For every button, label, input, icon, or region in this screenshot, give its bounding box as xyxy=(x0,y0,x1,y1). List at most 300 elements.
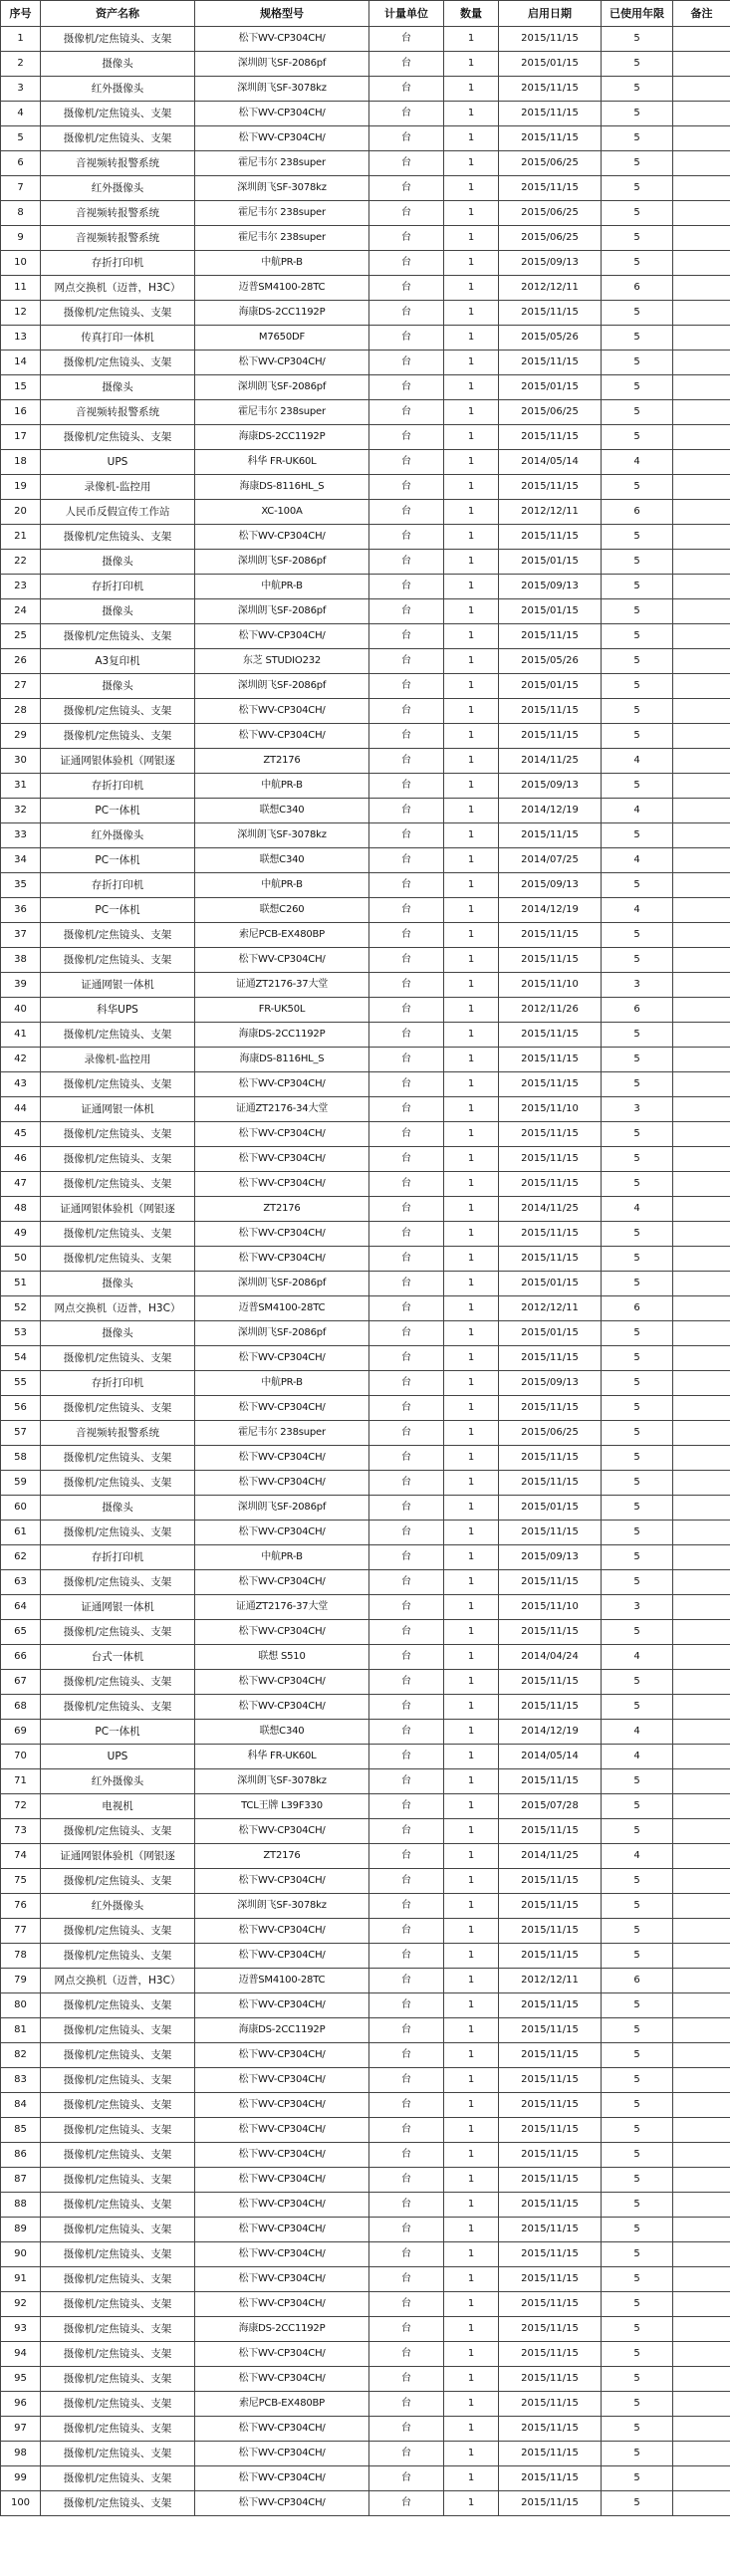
table-row xyxy=(1,973,730,998)
cell-qty: 1 xyxy=(444,301,499,326)
cell-years-used: 5 xyxy=(602,1570,673,1595)
cell-start-date: 2012/11/26 xyxy=(499,998,602,1023)
table-row xyxy=(1,1496,730,1521)
cell-qty: 1 xyxy=(444,2292,499,2317)
header-start-date: 启用日期 xyxy=(499,1,602,27)
cell-asset-name: 摄像机/定焦镜头、支架 xyxy=(41,724,195,749)
cell-unit: 台 xyxy=(369,2043,444,2068)
cell-remarks xyxy=(673,500,730,525)
cell-seq: 55 xyxy=(1,1371,41,1396)
cell-qty: 1 xyxy=(444,2068,499,2093)
cell-unit: 台 xyxy=(369,724,444,749)
cell-seq: 97 xyxy=(1,2417,41,2442)
cell-start-date: 2015/06/25 xyxy=(499,151,602,176)
cell-remarks xyxy=(673,525,730,550)
cell-model: 松下WV-CP304CH/ xyxy=(195,2442,369,2466)
cell-model: 松下WV-CP304CH/ xyxy=(195,1072,369,1097)
cell-asset-name: 传真打印一体机 xyxy=(41,326,195,351)
cell-model: 海康DS-2CC1192P xyxy=(195,2018,369,2043)
table-row xyxy=(1,2043,730,2068)
cell-model: 松下WV-CP304CH/ xyxy=(195,126,369,151)
cell-model: 中航PR-B xyxy=(195,1371,369,1396)
cell-remarks xyxy=(673,2267,730,2292)
cell-seq: 70 xyxy=(1,1745,41,1769)
table-row xyxy=(1,1819,730,1844)
cell-qty: 1 xyxy=(444,1023,499,1048)
cell-remarks xyxy=(673,1869,730,1894)
cell-asset-name: 摄像机/定焦镜头、支架 xyxy=(41,2342,195,2367)
table-row xyxy=(1,176,730,201)
cell-years-used: 5 xyxy=(602,2367,673,2392)
cell-qty: 1 xyxy=(444,1869,499,1894)
cell-qty: 1 xyxy=(444,1944,499,1969)
cell-start-date: 2015/01/15 xyxy=(499,375,602,400)
cell-unit: 台 xyxy=(369,1944,444,1969)
cell-asset-name: 摄像机/定焦镜头、支架 xyxy=(41,2143,195,2168)
table-row xyxy=(1,1894,730,1919)
cell-seq: 93 xyxy=(1,2317,41,2342)
cell-model: 霍尼韦尔 238super xyxy=(195,226,369,251)
cell-seq: 9 xyxy=(1,226,41,251)
cell-years-used: 5 xyxy=(602,226,673,251)
cell-seq: 47 xyxy=(1,1172,41,1197)
cell-unit: 台 xyxy=(369,226,444,251)
table-row xyxy=(1,1296,730,1321)
cell-remarks xyxy=(673,1844,730,1869)
cell-seq: 66 xyxy=(1,1645,41,1670)
cell-years-used: 5 xyxy=(602,400,673,425)
cell-asset-name: 摄像机/定焦镜头、支架 xyxy=(41,948,195,973)
cell-model: 深圳朗飞SF-2086pf xyxy=(195,375,369,400)
cell-unit: 台 xyxy=(369,873,444,898)
cell-asset-name: A3复印机 xyxy=(41,649,195,674)
cell-qty: 1 xyxy=(444,1346,499,1371)
cell-years-used: 6 xyxy=(602,998,673,1023)
cell-years-used: 5 xyxy=(602,1545,673,1570)
cell-start-date: 2015/11/15 xyxy=(499,2342,602,2367)
table-row xyxy=(1,1147,730,1172)
cell-start-date: 2015/11/15 xyxy=(499,1993,602,2018)
cell-asset-name: 摄像机/定焦镜头、支架 xyxy=(41,1172,195,1197)
cell-qty: 1 xyxy=(444,550,499,575)
cell-qty: 1 xyxy=(444,1844,499,1869)
cell-seq: 78 xyxy=(1,1944,41,1969)
cell-model: 松下WV-CP304CH/ xyxy=(195,1869,369,1894)
cell-remarks xyxy=(673,1097,730,1122)
cell-model: 深圳朗飞SF-3078kz xyxy=(195,1894,369,1919)
cell-years-used: 5 xyxy=(602,2442,673,2466)
cell-remarks xyxy=(673,1197,730,1222)
table-row xyxy=(1,674,730,699)
cell-years-used: 5 xyxy=(602,2392,673,2417)
cell-start-date: 2015/01/15 xyxy=(499,599,602,624)
table-row xyxy=(1,1122,730,1147)
cell-qty: 1 xyxy=(444,351,499,375)
cell-qty: 1 xyxy=(444,2168,499,2193)
cell-start-date: 2015/11/15 xyxy=(499,1247,602,1272)
cell-qty: 1 xyxy=(444,2193,499,2218)
table-row xyxy=(1,1869,730,1894)
cell-years-used: 5 xyxy=(602,674,673,699)
cell-model: M7650DF xyxy=(195,326,369,351)
cell-seq: 26 xyxy=(1,649,41,674)
cell-qty: 1 xyxy=(444,948,499,973)
cell-qty: 1 xyxy=(444,1620,499,1645)
cell-seq: 4 xyxy=(1,102,41,126)
cell-remarks xyxy=(673,2466,730,2491)
cell-years-used: 5 xyxy=(602,2068,673,2093)
cell-unit: 台 xyxy=(369,749,444,774)
cell-years-used: 5 xyxy=(602,1023,673,1048)
cell-start-date: 2014/12/19 xyxy=(499,799,602,823)
table-row xyxy=(1,226,730,251)
cell-model: 松下WV-CP304CH/ xyxy=(195,1147,369,1172)
cell-unit: 台 xyxy=(369,1969,444,1993)
cell-remarks xyxy=(673,226,730,251)
cell-start-date: 2015/11/15 xyxy=(499,1869,602,1894)
cell-model: 海康DS-8116HL_S xyxy=(195,1048,369,1072)
cell-remarks xyxy=(673,2417,730,2442)
cell-unit: 台 xyxy=(369,1222,444,1247)
cell-asset-name: 摄像机/定焦镜头、支架 xyxy=(41,2093,195,2118)
cell-model: 松下WV-CP304CH/ xyxy=(195,724,369,749)
cell-years-used: 6 xyxy=(602,1969,673,1993)
cell-asset-name: 摄像机/定焦镜头、支架 xyxy=(41,2392,195,2417)
cell-years-used: 5 xyxy=(602,1819,673,1844)
cell-years-used: 5 xyxy=(602,1993,673,2018)
cell-unit: 台 xyxy=(369,2193,444,2218)
cell-remarks xyxy=(673,1172,730,1197)
cell-start-date: 2015/11/15 xyxy=(499,1695,602,1720)
cell-qty: 1 xyxy=(444,52,499,77)
cell-remarks xyxy=(673,823,730,848)
table-row xyxy=(1,1247,730,1272)
cell-start-date: 2015/11/15 xyxy=(499,1570,602,1595)
cell-qty: 1 xyxy=(444,151,499,176)
cell-qty: 1 xyxy=(444,1247,499,1272)
cell-start-date: 2014/11/25 xyxy=(499,1197,602,1222)
cell-remarks xyxy=(673,1496,730,1521)
cell-asset-name: 摄像机/定焦镜头、支架 xyxy=(41,126,195,151)
cell-years-used: 5 xyxy=(602,1147,673,1172)
cell-unit: 台 xyxy=(369,1570,444,1595)
cell-seq: 27 xyxy=(1,674,41,699)
cell-seq: 85 xyxy=(1,2118,41,2143)
cell-years-used: 5 xyxy=(602,1222,673,1247)
cell-years-used: 5 xyxy=(602,1396,673,1421)
table-row xyxy=(1,326,730,351)
cell-model: 松下WV-CP304CH/ xyxy=(195,2093,369,2118)
cell-unit: 台 xyxy=(369,176,444,201)
cell-seq: 31 xyxy=(1,774,41,799)
cell-model: 中航PR-B xyxy=(195,1545,369,1570)
cell-qty: 1 xyxy=(444,1097,499,1122)
table-row xyxy=(1,2292,730,2317)
cell-seq: 48 xyxy=(1,1197,41,1222)
cell-model: 松下WV-CP304CH/ xyxy=(195,1247,369,1272)
cell-model: 松下WV-CP304CH/ xyxy=(195,2118,369,2143)
table-row xyxy=(1,1993,730,2018)
cell-seq: 79 xyxy=(1,1969,41,1993)
table-row xyxy=(1,749,730,774)
cell-asset-name: 摄像机/定焦镜头、支架 xyxy=(41,624,195,649)
table-row xyxy=(1,1595,730,1620)
cell-start-date: 2015/11/15 xyxy=(499,923,602,948)
cell-remarks xyxy=(673,2218,730,2242)
cell-model: 松下WV-CP304CH/ xyxy=(195,351,369,375)
table-row xyxy=(1,1446,730,1471)
cell-remarks xyxy=(673,774,730,799)
cell-start-date: 2015/11/15 xyxy=(499,102,602,126)
cell-start-date: 2015/11/15 xyxy=(499,1222,602,1247)
cell-start-date: 2015/11/15 xyxy=(499,2118,602,2143)
cell-qty: 1 xyxy=(444,2267,499,2292)
cell-remarks xyxy=(673,375,730,400)
cell-years-used: 5 xyxy=(602,1769,673,1794)
cell-remarks xyxy=(673,998,730,1023)
cell-unit: 台 xyxy=(369,425,444,450)
cell-unit: 台 xyxy=(369,375,444,400)
cell-asset-name: 证通网银一体机 xyxy=(41,1097,195,1122)
cell-seq: 43 xyxy=(1,1072,41,1097)
cell-unit: 台 xyxy=(369,2491,444,2516)
table-row xyxy=(1,1620,730,1645)
table-row xyxy=(1,77,730,102)
cell-unit: 台 xyxy=(369,351,444,375)
table-row xyxy=(1,2242,730,2267)
cell-qty: 1 xyxy=(444,2143,499,2168)
cell-model: 松下WV-CP304CH/ xyxy=(195,525,369,550)
cell-unit: 台 xyxy=(369,1919,444,1944)
cell-qty: 1 xyxy=(444,1172,499,1197)
cell-seq: 87 xyxy=(1,2168,41,2193)
cell-unit: 台 xyxy=(369,699,444,724)
cell-remarks xyxy=(673,2292,730,2317)
cell-unit: 台 xyxy=(369,2466,444,2491)
cell-unit: 台 xyxy=(369,1496,444,1521)
cell-asset-name: 红外摄像头 xyxy=(41,1894,195,1919)
cell-qty: 1 xyxy=(444,2367,499,2392)
cell-remarks xyxy=(673,873,730,898)
table-row xyxy=(1,2491,730,2516)
cell-asset-name: 摄像机/定焦镜头、支架 xyxy=(41,1944,195,1969)
cell-start-date: 2015/11/15 xyxy=(499,425,602,450)
cell-qty: 1 xyxy=(444,973,499,998)
cell-seq: 71 xyxy=(1,1769,41,1794)
cell-model: 中航PR-B xyxy=(195,251,369,276)
cell-seq: 40 xyxy=(1,998,41,1023)
cell-start-date: 2015/09/13 xyxy=(499,774,602,799)
cell-seq: 69 xyxy=(1,1720,41,1745)
cell-asset-name: 摄像机/定焦镜头、支架 xyxy=(41,1023,195,1048)
cell-remarks xyxy=(673,126,730,151)
cell-asset-name: 摄像机/定焦镜头、支架 xyxy=(41,2118,195,2143)
cell-remarks xyxy=(673,1993,730,2018)
cell-unit: 台 xyxy=(369,301,444,326)
cell-seq: 95 xyxy=(1,2367,41,2392)
cell-qty: 1 xyxy=(444,1197,499,1222)
cell-remarks xyxy=(673,649,730,674)
cell-asset-name: 摄像机/定焦镜头、支架 xyxy=(41,1869,195,1894)
cell-seq: 2 xyxy=(1,52,41,77)
cell-asset-name: 摄像机/定焦镜头、支架 xyxy=(41,351,195,375)
table-row xyxy=(1,276,730,301)
cell-qty: 1 xyxy=(444,2242,499,2267)
cell-remarks xyxy=(673,351,730,375)
cell-seq: 35 xyxy=(1,873,41,898)
cell-years-used: 5 xyxy=(602,1919,673,1944)
cell-seq: 1 xyxy=(1,27,41,52)
cell-years-used: 5 xyxy=(602,2018,673,2043)
cell-remarks xyxy=(673,52,730,77)
cell-start-date: 2014/05/14 xyxy=(499,450,602,475)
cell-model: 海康DS-2CC1192P xyxy=(195,2317,369,2342)
cell-seq: 33 xyxy=(1,823,41,848)
cell-asset-name: 证通网银体验机（网银逐 xyxy=(41,1844,195,1869)
cell-unit: 台 xyxy=(369,2267,444,2292)
header-row xyxy=(1,1,730,27)
cell-unit: 台 xyxy=(369,1172,444,1197)
cell-years-used: 5 xyxy=(602,550,673,575)
cell-qty: 1 xyxy=(444,799,499,823)
cell-remarks xyxy=(673,2242,730,2267)
cell-unit: 台 xyxy=(369,599,444,624)
cell-years-used: 5 xyxy=(602,2267,673,2292)
cell-asset-name: 摄像机/定焦镜头、支架 xyxy=(41,27,195,52)
cell-unit: 台 xyxy=(369,2392,444,2417)
cell-start-date: 2015/11/15 xyxy=(499,1769,602,1794)
cell-seq: 34 xyxy=(1,848,41,873)
cell-seq: 42 xyxy=(1,1048,41,1072)
cell-seq: 72 xyxy=(1,1794,41,1819)
table-row xyxy=(1,774,730,799)
cell-unit: 台 xyxy=(369,898,444,923)
table-row xyxy=(1,1222,730,1247)
cell-unit: 台 xyxy=(369,2218,444,2242)
cell-asset-name: 红外摄像头 xyxy=(41,176,195,201)
cell-remarks xyxy=(673,2143,730,2168)
cell-remarks xyxy=(673,1072,730,1097)
cell-qty: 1 xyxy=(444,500,499,525)
cell-remarks xyxy=(673,2043,730,2068)
cell-unit: 台 xyxy=(369,848,444,873)
cell-qty: 1 xyxy=(444,226,499,251)
cell-start-date: 2015/11/15 xyxy=(499,1670,602,1695)
cell-years-used: 4 xyxy=(602,799,673,823)
cell-years-used: 5 xyxy=(602,2093,673,2118)
cell-start-date: 2014/05/14 xyxy=(499,1745,602,1769)
cell-asset-name: 录像机-监控用 xyxy=(41,475,195,500)
cell-start-date: 2015/11/15 xyxy=(499,2193,602,2218)
cell-unit: 台 xyxy=(369,2292,444,2317)
cell-remarks xyxy=(673,2342,730,2367)
cell-unit: 台 xyxy=(369,151,444,176)
cell-asset-name: PC一体机 xyxy=(41,1720,195,1745)
cell-remarks xyxy=(673,2442,730,2466)
cell-seq: 28 xyxy=(1,699,41,724)
cell-asset-name: 摄像机/定焦镜头、支架 xyxy=(41,1446,195,1471)
cell-unit: 台 xyxy=(369,1097,444,1122)
cell-unit: 台 xyxy=(369,1321,444,1346)
cell-seq: 13 xyxy=(1,326,41,351)
cell-start-date: 2014/12/19 xyxy=(499,1720,602,1745)
cell-asset-name: 摄像头 xyxy=(41,1321,195,1346)
cell-start-date: 2015/11/15 xyxy=(499,475,602,500)
cell-model: 松下WV-CP304CH/ xyxy=(195,1570,369,1595)
cell-years-used: 5 xyxy=(602,2466,673,2491)
cell-years-used: 5 xyxy=(602,102,673,126)
cell-seq: 18 xyxy=(1,450,41,475)
cell-seq: 11 xyxy=(1,276,41,301)
cell-years-used: 4 xyxy=(602,450,673,475)
cell-start-date: 2015/01/15 xyxy=(499,550,602,575)
cell-model: 深圳朗飞SF-2086pf xyxy=(195,1272,369,1296)
cell-asset-name: 摄像头 xyxy=(41,1272,195,1296)
cell-start-date: 2015/11/15 xyxy=(499,1048,602,1072)
cell-unit: 台 xyxy=(369,102,444,126)
cell-model: 中航PR-B xyxy=(195,575,369,599)
cell-years-used: 5 xyxy=(602,1620,673,1645)
cell-start-date: 2015/11/15 xyxy=(499,2068,602,2093)
cell-model: 霍尼韦尔 238super xyxy=(195,151,369,176)
cell-start-date: 2015/11/15 xyxy=(499,1122,602,1147)
cell-start-date: 2015/09/13 xyxy=(499,575,602,599)
cell-start-date: 2015/06/25 xyxy=(499,400,602,425)
cell-unit: 台 xyxy=(369,2417,444,2442)
table-row xyxy=(1,102,730,126)
cell-qty: 1 xyxy=(444,201,499,226)
cell-qty: 1 xyxy=(444,1993,499,2018)
cell-start-date: 2015/11/15 xyxy=(499,2466,602,2491)
cell-qty: 1 xyxy=(444,425,499,450)
cell-start-date: 2015/11/15 xyxy=(499,624,602,649)
cell-unit: 台 xyxy=(369,2242,444,2267)
cell-asset-name: 摄像机/定焦镜头、支架 xyxy=(41,2317,195,2342)
cell-seq: 30 xyxy=(1,749,41,774)
cell-years-used: 5 xyxy=(602,1072,673,1097)
cell-model: 霍尼韦尔 238super xyxy=(195,400,369,425)
cell-unit: 台 xyxy=(369,1819,444,1844)
table-row xyxy=(1,1321,730,1346)
table-row xyxy=(1,699,730,724)
cell-qty: 1 xyxy=(444,1122,499,1147)
cell-start-date: 2015/09/13 xyxy=(499,1371,602,1396)
cell-model: 松下WV-CP304CH/ xyxy=(195,1670,369,1695)
cell-start-date: 2015/11/15 xyxy=(499,1396,602,1421)
cell-years-used: 5 xyxy=(602,126,673,151)
table-row xyxy=(1,823,730,848)
cell-remarks xyxy=(673,1570,730,1595)
cell-seq: 92 xyxy=(1,2292,41,2317)
cell-asset-name: 摄像机/定焦镜头、支架 xyxy=(41,2491,195,2516)
cell-unit: 台 xyxy=(369,1745,444,1769)
cell-unit: 台 xyxy=(369,77,444,102)
cell-years-used: 5 xyxy=(602,351,673,375)
cell-model: 松下WV-CP304CH/ xyxy=(195,948,369,973)
cell-seq: 91 xyxy=(1,2267,41,2292)
cell-seq: 39 xyxy=(1,973,41,998)
cell-unit: 台 xyxy=(369,1720,444,1745)
table-row xyxy=(1,475,730,500)
cell-remarks xyxy=(673,749,730,774)
cell-remarks xyxy=(673,326,730,351)
cell-seq: 8 xyxy=(1,201,41,226)
table-row xyxy=(1,1944,730,1969)
cell-start-date: 2015/11/15 xyxy=(499,176,602,201)
cell-asset-name: 摄像机/定焦镜头、支架 xyxy=(41,2068,195,2093)
cell-remarks xyxy=(673,400,730,425)
cell-qty: 1 xyxy=(444,1645,499,1670)
